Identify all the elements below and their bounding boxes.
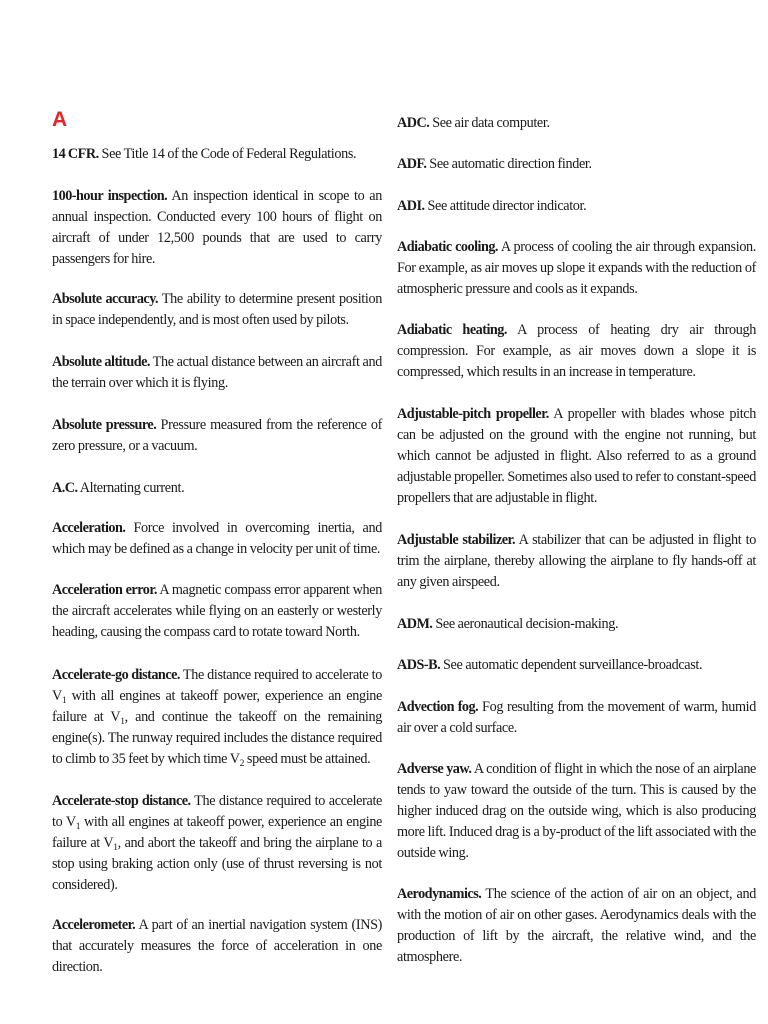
entry-term: Absolute pressure. — [52, 417, 157, 433]
entry-term: Adverse yaw. — [397, 761, 472, 777]
glossary-entry — [52, 478, 382, 499]
entry-term: ADC. — [397, 115, 430, 131]
entry-definition: The science of the action of air on an object, and with the motion of air on other gases. Aerodynamics deals with the production of lift by the aircraft, the relative wind, and the atmosphere. — [397, 886, 756, 965]
glossary-entry — [397, 530, 756, 593]
entry-term: Absolute accuracy. — [52, 291, 159, 307]
entry-term: Accelerometer. — [52, 917, 136, 933]
glossary-entry — [52, 791, 382, 896]
glossary-entry — [52, 289, 382, 331]
entry-term: Aerodynamics. — [397, 886, 482, 902]
glossary-entry — [52, 665, 382, 770]
entry-term: 100-hour inspection. — [52, 188, 168, 204]
subscript: 1 — [113, 843, 118, 853]
entry-definition: See air data computer. — [429, 115, 550, 131]
entry-term: 14 CFR. — [52, 146, 99, 162]
entry-term: Absolute altitude. — [52, 354, 150, 370]
entry-definition: See Title 14 of the Code of Federal Regulations. — [98, 146, 357, 162]
entry-definition: See automatic direction finder. — [426, 156, 592, 172]
entry-definition: A magnetic compass error apparent when the aircraft accelerates while flying on an easterly or westerly heading, causing the compass card to rotate toward North. — [52, 582, 382, 640]
glossary-entry — [52, 518, 382, 560]
entry-definition: A stabilizer that can be adjusted in flight to trim the airplane, thereby allowing the airplane to fly hands-off at any given airspeed. — [397, 532, 756, 590]
entry-definition-part: The distance required to accelerate to V — [52, 667, 382, 704]
glossary-entry — [397, 320, 756, 383]
glossary-entry — [397, 154, 756, 175]
entry-definition: See attitude director indicator. — [424, 198, 587, 214]
entry-definition: A part of an inertial navigation system (INS) that accurately measures the force of acceleration in one direction. — [52, 917, 382, 975]
subscript: 1 — [75, 822, 81, 832]
entry-term: Accelerate-go distance. — [52, 667, 180, 683]
entry-term: Adjustable stabilizer. — [397, 532, 516, 548]
subscript: 2 — [239, 759, 245, 769]
entry-definition: The ability to determine present position in space independently, and is most often used by pilots. — [52, 291, 382, 328]
entry-term: ADF. — [397, 156, 427, 172]
entry-term: A.C. — [52, 480, 78, 496]
glossary-entry — [397, 614, 756, 635]
entry-definition: A propeller with blades whose pitch can be adjusted on the ground with the engine not running, but which cannot be adjusted in flight. Also referred to as a ground adjustable propeller. Sometimes also used to refer to constant-speed propellers that are adjustable in flight. — [397, 406, 756, 506]
entry-term: Accelerate-stop distance. — [52, 793, 191, 809]
entry-definition-part: with all engines at takeoff power, experience an engine failure at V — [52, 814, 383, 851]
entry-term: ADM. — [397, 616, 433, 632]
subscript: 1 — [61, 696, 67, 706]
glossary-entry — [52, 352, 382, 394]
entry-definition-part: , and abort the takeoff and bring the airplane to a stop using braking action only (use of thrust reversing is not considered). — [52, 835, 382, 893]
entry-term: Adiabatic cooling. — [397, 239, 498, 255]
glossary-entry — [397, 884, 756, 968]
entry-definition-part: , and continue the takeoff on the remaining engine(s). The runway required includes the distance required to climb to 35 feet by which time V — [52, 709, 383, 767]
glossary-entry — [52, 144, 382, 165]
glossary-entry — [397, 655, 756, 676]
glossary-entry — [52, 186, 382, 270]
entry-term: ADI. — [397, 198, 425, 214]
glossary-entry — [52, 915, 382, 978]
entry-definition: A process of heating dry air through compression. For example, as air moves down a slope it is compressed, which results in an increase in temperature. — [397, 322, 756, 380]
section-letter: A — [52, 108, 68, 131]
glossary-entry — [52, 580, 382, 643]
entry-definition: An inspection identical in scope to an annual inspection. Conducted every 100 hours of flight on aircraft of under 12,500 pounds that are used to carry passengers for hire. — [52, 188, 383, 267]
glossary-entry — [397, 237, 756, 300]
entry-term: Acceleration error. — [52, 582, 157, 598]
glossary-entry — [397, 196, 756, 217]
entry-term: Adjustable-pitch propeller. — [397, 406, 549, 422]
entry-definition: See aeronautical decision-making. — [432, 616, 619, 632]
entry-term: Acceleration. — [52, 520, 126, 536]
glossary-entry — [397, 113, 756, 134]
glossary-entry — [397, 404, 756, 509]
entry-definition-part: speed must be attained. — [244, 751, 371, 767]
entry-definition: The actual distance between an aircraft and the terrain over which it is flying. — [52, 354, 382, 391]
entry-definition: Force involved in overcoming inertia, and which may be defined as a change in velocity per unit of time. — [52, 520, 382, 557]
entry-definition: Pressure measured from the reference of zero pressure, or a vacuum. — [52, 417, 382, 454]
entry-definition-part: with all engines at takeoff power, experience an engine failure at V — [52, 688, 382, 725]
entry-definition: Alternating current. — [77, 480, 185, 496]
entry-term: Advection fog. — [397, 699, 479, 715]
entry-definition-part: The distance required to accelerate to V — [52, 793, 382, 830]
entry-term: ADS-B. — [397, 657, 441, 673]
entry-definition: Fog resulting from the movement of warm, humid air over a cold surface. — [397, 699, 756, 736]
glossary-entry — [52, 415, 382, 457]
entry-definition: A process of cooling the air through expansion. For example, as air moves up slope it expands with the reduction of atmospheric pressure and cools as it expands. — [397, 239, 757, 297]
subscript: 1 — [120, 717, 125, 727]
glossary-entry — [397, 759, 756, 864]
glossary-entry — [397, 697, 756, 739]
entry-term: Adiabatic heating. — [397, 322, 507, 338]
entry-definition: A condition of flight in which the nose of an airplane tends to yaw toward the outside of the turn. This is caused by the higher induced drag on the outside wing, which is also producing more lift. Induced drag is a by-product of the lift associated with the outside wing. — [397, 761, 757, 861]
entry-definition: See automatic dependent surveillance-broadcast. — [440, 657, 703, 673]
